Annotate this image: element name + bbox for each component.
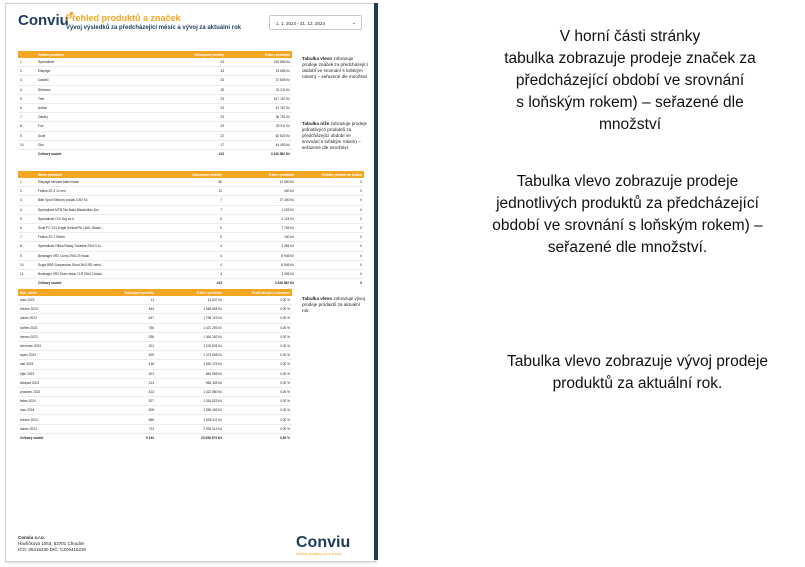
total-cell: 9 192	[146, 435, 154, 440]
table-cell: 301	[80, 369, 156, 378]
table-cell: 3.	[18, 196, 36, 205]
table-cell: srpen 2023	[18, 351, 80, 360]
table-cell: 7	[154, 205, 224, 214]
table-cell: 5.	[18, 214, 36, 223]
table-cell: 6	[154, 214, 224, 223]
table-cell: září 2023	[18, 360, 80, 369]
table-cell: 0,00 %	[224, 305, 292, 314]
table-cell: 1 106 834 Kč	[156, 341, 224, 350]
date-range-value: 1. 1. 2024 - 31. 12. 2024	[276, 21, 326, 26]
table-cell: 756	[80, 323, 156, 332]
table-cell: Shimano	[36, 85, 146, 94]
table-cell: 0	[296, 242, 364, 251]
total-cell	[18, 279, 36, 288]
table-cell: 23	[146, 122, 226, 131]
table-cell: Oakley	[36, 113, 146, 122]
column-header[interactable]: Položky přidané do košíku	[296, 171, 364, 178]
table-cell: 884 908 Kč	[156, 369, 224, 378]
table-cell: 1 334 823 Kč	[156, 397, 224, 406]
table-cell: 10	[154, 187, 224, 196]
table-row	[18, 214, 364, 223]
table-cell: 4.	[18, 205, 36, 214]
table-row	[18, 305, 292, 314]
table-cell: 0	[296, 260, 364, 269]
table-cell: 301	[80, 341, 156, 350]
table-cell: 1 322 880 Kč	[156, 387, 224, 396]
table-cell: 1 364 162 Kč	[156, 332, 224, 341]
total-cell	[18, 149, 36, 158]
table-cell: červen 2023	[18, 332, 80, 341]
table-cell: 8.	[18, 242, 36, 251]
table-cell: 1 421 293 Kč	[156, 323, 224, 332]
page-subtitle: Vývoj výsledků za předcházející měsíc a vývoj za aktuální rok	[66, 25, 242, 31]
table-cell: listopad 2023	[18, 378, 80, 387]
table-cell: březen 2024	[18, 415, 80, 424]
table-cell: 1 605 411 Kč	[156, 415, 224, 424]
table-cell: 62 823 Kč	[226, 131, 292, 140]
table-row	[18, 269, 364, 278]
table-row	[18, 387, 292, 396]
table-cell: 0	[296, 214, 364, 223]
total-cell: 413	[218, 151, 224, 156]
table-cell: 0,00 %	[224, 397, 292, 406]
table-row	[18, 424, 292, 433]
table-row	[18, 94, 292, 103]
table-row	[18, 251, 364, 260]
table-cell: 15 808 Kč	[226, 67, 292, 76]
table-cell: Feidus ZS 1 50mm	[36, 233, 154, 242]
table-cell: 1 630 176 Kč	[156, 360, 224, 369]
table-cell: Author	[36, 103, 146, 112]
products-table	[18, 171, 364, 287]
table-row	[18, 178, 364, 187]
table-row	[18, 67, 292, 76]
monthly-sales-table	[18, 289, 292, 442]
table-cell: 0,00 %	[224, 332, 292, 341]
report-page	[5, 3, 376, 562]
total-cell: 0,00 %	[280, 435, 290, 440]
table-row	[18, 351, 292, 360]
table-row	[18, 341, 292, 350]
table-cell: červenec 2023	[18, 341, 80, 350]
table-row	[18, 233, 364, 242]
table-cell: Trek	[36, 94, 146, 103]
table-cell: duben 2024	[18, 424, 80, 433]
table-cell: 7	[154, 196, 224, 205]
table-row	[18, 122, 292, 131]
table-cell: 36 791 Kč	[226, 113, 292, 122]
table-cell: 0,00 %	[224, 296, 292, 305]
table-cell: 1 798 123 Kč	[156, 314, 224, 323]
table-cell: 0,00 %	[224, 378, 292, 387]
table-row	[18, 378, 292, 387]
total-row	[18, 279, 364, 288]
column-header[interactable]	[18, 171, 36, 178]
table-row	[18, 140, 292, 149]
table-cell: 9.	[18, 131, 36, 140]
total-cell: 3 346 562 Kč	[274, 281, 294, 286]
table-cell: 0	[296, 233, 364, 242]
column-header[interactable]: Tržba z produktu	[224, 171, 296, 178]
column-header[interactable]	[18, 51, 36, 58]
table-cell: 499	[80, 351, 156, 360]
column-header[interactable]: Zakoupené položky	[154, 171, 224, 178]
table-cell: 6.	[18, 223, 36, 232]
total-cell: Celkový součet	[38, 151, 62, 156]
table-cell: 37 808 Kč	[226, 76, 292, 85]
table-cell: 5	[154, 223, 224, 232]
table-cell: 0	[296, 178, 364, 187]
table-cell: 2 093 313 Kč	[156, 424, 224, 433]
table-cell: 29 311 Kč	[226, 122, 292, 131]
table-cell: 7.	[18, 233, 36, 242]
table-row	[18, 242, 364, 251]
table-cell: 10.	[18, 260, 36, 269]
table-cell: 0,00 %	[224, 314, 292, 323]
table-cell: 723	[80, 424, 156, 433]
table-cell: 1.	[18, 178, 36, 187]
table-cell: Sugoi RBS Suspension Short 3b/3 RD velmi...	[36, 260, 154, 269]
table-cell: 7.	[18, 113, 36, 122]
table-cell: Bike Sport Strikový povlak 1000 Kč	[36, 196, 154, 205]
table-cell: Bontrager XR2 Comp 29x2.20 black	[36, 251, 154, 260]
table-cell: 25	[146, 85, 226, 94]
table-cell: 647	[80, 314, 156, 323]
table-cell: 43	[146, 67, 226, 76]
table-cell: 5	[154, 233, 224, 242]
table-cell: 527	[80, 397, 156, 406]
note-products: Tabulka níže zobrazuje prodeje jednotlivých produktů za předcházející období ve srovnání s loňským rokem) – seřazené dle množství.	[302, 121, 368, 150]
table-cell: 11	[80, 296, 156, 305]
table-cell: 0	[296, 251, 364, 260]
brands-table	[18, 51, 292, 158]
footer-tagline: Datové analytiky pro e-shopy	[296, 552, 342, 556]
table-cell: Feidus ZS 3 1x mm	[36, 187, 154, 196]
table-cell: říjen 2023	[18, 369, 80, 378]
total-cell: 0	[360, 281, 362, 286]
table-cell: 0,00 %	[224, 387, 292, 396]
total-cell: 3 346 562 Kč	[270, 151, 290, 156]
table-cell: 3 396 Kč	[224, 269, 296, 278]
table-cell: Ellsprige	[36, 67, 146, 76]
table-cell: 400 Kč	[224, 187, 296, 196]
column-header[interactable]: Název produktu	[36, 171, 154, 178]
table-cell: Scott	[36, 131, 146, 140]
table-cell: 17	[146, 140, 226, 149]
total-cell: 413	[216, 281, 222, 286]
table-cell: 27 400 Kč	[224, 196, 296, 205]
table-cell: Specialized CGI 1kg ze-it	[36, 214, 154, 223]
table-cell: 33	[146, 76, 226, 85]
column-header[interactable]: Zakoupené položky	[146, 51, 226, 58]
table-cell: 484	[80, 305, 156, 314]
table-cell: 0	[296, 196, 364, 205]
table-row	[18, 113, 292, 122]
table-row	[18, 58, 292, 67]
page-title: Přehled produktů a značek	[66, 13, 181, 23]
table-cell: 1 029 Kč	[224, 205, 296, 214]
footer-company: Conviu s.r.o. Havlíčkova 1053, 53701 Chrudim IČO: 06416230 DIČ: CZ06416230	[18, 535, 87, 552]
table-row	[18, 369, 292, 378]
table-cell: 0,00 %	[224, 341, 292, 350]
right-text-bottom: Tabulka vlevo zobrazuje vývoj prodeje produktů za aktuální rok.	[506, 353, 769, 392]
table-cell: 2.	[18, 67, 36, 76]
column-header[interactable]: Zakoupené položky	[80, 289, 156, 296]
table-cell: 7 745 Kč	[224, 223, 296, 232]
table-cell: 31 211 Kč	[226, 85, 292, 94]
table-cell: 8 946 Kč	[224, 251, 296, 260]
table-cell: 5.	[18, 94, 36, 103]
table-cell: 10.	[18, 140, 36, 149]
total-row	[18, 149, 292, 158]
date-range-picker[interactable]	[269, 15, 362, 30]
table-cell: 80	[154, 178, 224, 187]
table-cell: 0,00 %	[224, 424, 292, 433]
table-cell: 216 806 Kč	[226, 58, 292, 67]
column-header[interactable]: Tržba z produktu	[226, 51, 292, 58]
right-text-middle: Tabulka vlevo zobrazuje prodeje jednotlivých produktů za předcházející období ve srovnání s loňským rokem) – seřazené dle množství.	[492, 173, 763, 256]
table-cell: 2.	[18, 187, 36, 196]
total-cell: 23 936 973 Kč	[201, 435, 222, 440]
table-row	[18, 260, 364, 269]
table-cell: Scott PC X31 Eagle Hollow/Pin 12kD, Black/...	[36, 223, 154, 232]
table-cell: 4	[154, 251, 224, 260]
table-cell: Giro	[36, 140, 146, 149]
footer-logo: Conviu	[296, 534, 351, 551]
note-brands: Tabulka vlevo zobrazuje prodeje značek za předcházející období ve srovnání s loňským rokem) – seřazené dle množství	[302, 56, 368, 79]
table-cell: únor 2023	[18, 296, 80, 305]
table-row	[18, 76, 292, 85]
table-cell: leden 2024	[18, 397, 80, 406]
table-cell: 1.	[18, 58, 36, 67]
table-row	[18, 360, 292, 369]
table-cell: 12 647 Kč	[156, 296, 224, 305]
table-cell: Ellsprige serviset kabel black	[36, 178, 154, 187]
table-cell: Castelli	[36, 76, 146, 85]
table-cell: 9.	[18, 251, 36, 260]
table-cell: 0,00 %	[224, 369, 292, 378]
right-text-top: V horní části stránky tabulka zobrazuje prodeje značek za předcházející období ve srovnání s loňským rokem) – seřazené dle množství	[504, 28, 756, 133]
table-cell: 1 048 804 Kč	[156, 305, 224, 314]
table-cell: 0	[296, 205, 364, 214]
table-cell: 23	[146, 94, 226, 103]
total-cell: Celkový součet	[20, 435, 44, 440]
total-row	[18, 433, 292, 442]
table-cell: 4.	[18, 85, 36, 94]
table-row	[18, 85, 292, 94]
column-header[interactable]: Značka produktu	[36, 51, 146, 58]
page-edge-bar	[374, 3, 378, 560]
table-row	[18, 205, 364, 214]
table-cell: 23	[146, 113, 226, 122]
table-cell: 0	[296, 187, 364, 196]
table-cell: 4	[154, 269, 224, 278]
table-cell: 6.	[18, 103, 36, 112]
table-cell: 0	[296, 223, 364, 232]
table-cell: 12 800 Kč	[224, 178, 296, 187]
table-row	[18, 187, 364, 196]
table-cell: 100 Kč	[224, 233, 296, 242]
table-cell: 43	[146, 58, 226, 67]
table-row	[18, 323, 292, 332]
table-cell: Specialized MTB Tan Build Black/silver 1kx	[36, 205, 154, 214]
table-row	[18, 397, 292, 406]
table-cell: 0,00 %	[224, 323, 292, 332]
table-cell: 0,00 %	[224, 360, 292, 369]
table-row	[18, 296, 292, 305]
table-cell: 67 157 Kč	[226, 103, 292, 112]
table-cell: 1 373 608 Kč	[156, 351, 224, 360]
table-cell: 44 493 Kč	[226, 140, 292, 149]
note-months: Tabulka vlevo zobrazuje vývoj prodeje produktů za aktuální rok.	[302, 296, 365, 313]
table-cell: 4	[154, 260, 224, 269]
table-row	[18, 332, 292, 341]
table-cell: březen 2023	[18, 305, 80, 314]
table-cell: 4	[154, 242, 224, 251]
table-row	[18, 314, 292, 323]
table-cell: 423	[80, 387, 156, 396]
column-header[interactable]: Tržba z produktu	[156, 289, 224, 296]
table-cell: 22	[146, 131, 226, 140]
table-cell: 23	[146, 103, 226, 112]
table-cell: 8 946 Kč	[224, 260, 296, 269]
table-cell: duben 2023	[18, 314, 80, 323]
table-cell: prosinec 2023	[18, 387, 80, 396]
table-cell: 966 333 Kč	[156, 378, 224, 387]
table-cell: 517 157 Kč	[226, 94, 292, 103]
table-row	[18, 131, 292, 140]
table-cell: 0,00 %	[224, 406, 292, 415]
total-cell: Celkový součet	[38, 281, 62, 286]
table-row	[18, 196, 364, 205]
table-row	[18, 415, 292, 424]
table-cell: 0,00 %	[224, 351, 292, 360]
column-header[interactable]: Rok, měsíc	[18, 289, 80, 296]
table-cell: 3 384 Kč	[224, 242, 296, 251]
table-cell: 3.	[18, 76, 36, 85]
table-cell: 0	[296, 269, 364, 278]
table-row	[18, 223, 364, 232]
table-cell: 8.	[18, 122, 36, 131]
table-cell: květen 2023	[18, 323, 80, 332]
table-row	[18, 103, 292, 112]
table-cell: 0,00 %	[224, 415, 292, 424]
table-cell: 685	[80, 415, 156, 424]
table-cell: Specialized Ofliea Ready Tubeline 29x2.0 in...	[36, 242, 154, 251]
table-cell: 505	[80, 406, 156, 415]
chevron-down-icon: ⌄	[351, 20, 356, 26]
table-cell: 11.	[18, 269, 36, 278]
table-cell: Bontrager XR2 Team Issue TLR 29x2.2 black	[36, 269, 154, 278]
table-cell: únor 2024	[18, 406, 80, 415]
table-cell: Fox	[36, 122, 146, 131]
table-cell: 536	[80, 332, 156, 341]
table-cell: 2 124 Kč	[224, 214, 296, 223]
column-header[interactable]: Podíl nákupu a zobrazení	[224, 289, 292, 296]
table-cell: 1 396 453 Kč	[156, 406, 224, 415]
table-cell: 314	[80, 378, 156, 387]
table-cell: Specialized	[36, 58, 146, 67]
conviu-logo: Conviu	[18, 12, 73, 29]
table-row	[18, 406, 292, 415]
table-cell: 436	[80, 360, 156, 369]
